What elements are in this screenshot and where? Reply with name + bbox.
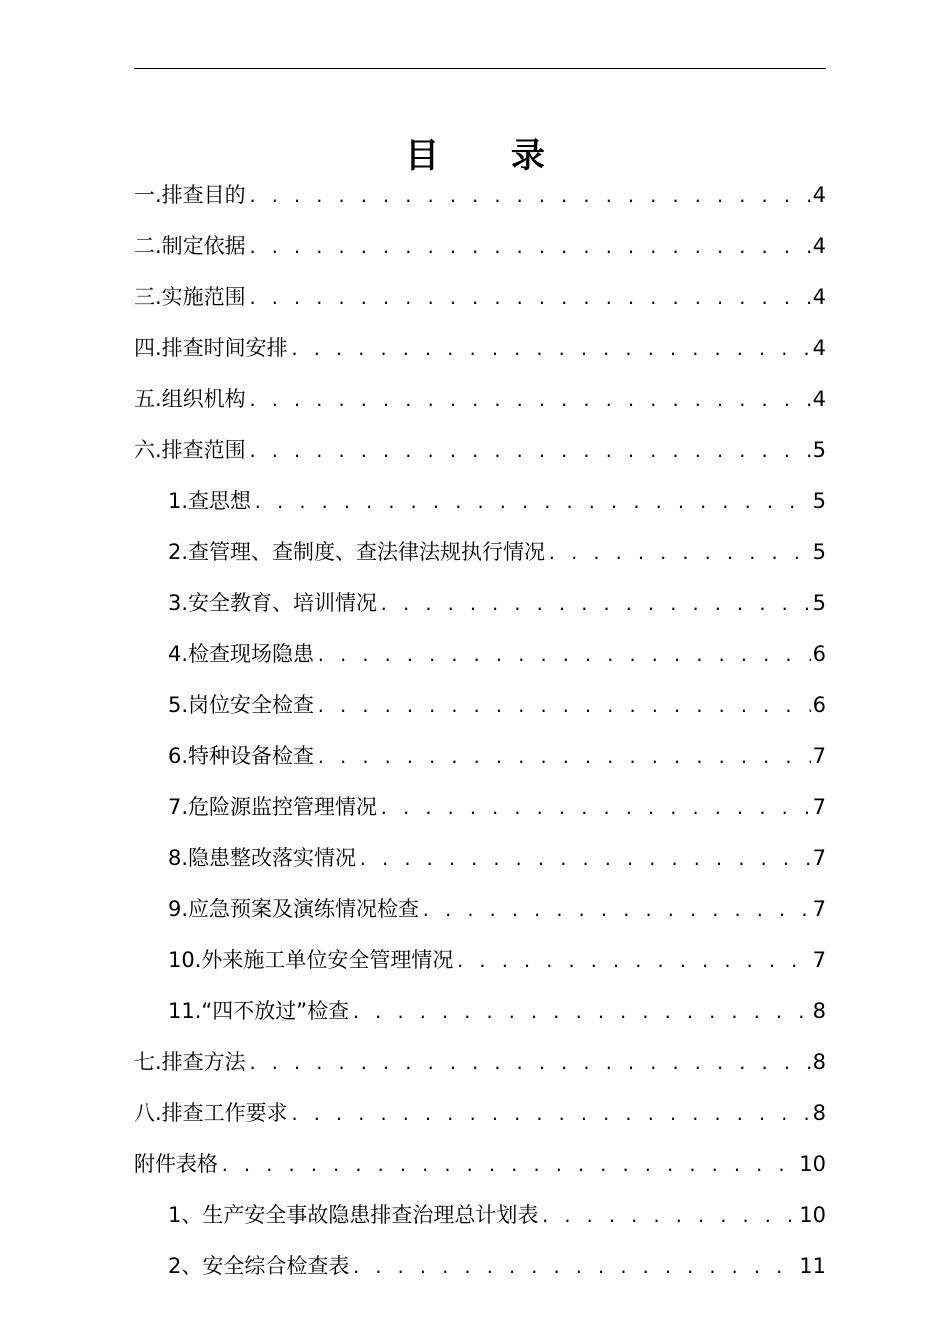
toc-leader-dots [540,1191,797,1242]
toc-entry[interactable] [168,476,826,527]
toc-entry[interactable] [134,170,826,221]
toc-entry[interactable] [134,374,826,425]
toc-page-number: 11 [799,1254,826,1278]
toc-page-number: 4 [812,285,826,309]
toc-page-number: 7 [812,846,826,870]
toc-page-number: 5 [812,591,826,615]
toc-page-number: 6 [812,642,826,666]
toc-entry-label: 3.安全教育、培训情况 [168,591,378,615]
toc-page-number: 10 [799,1152,826,1176]
toc-entry-label: 七.排查方法 [134,1050,246,1074]
toc-page-number: 5 [812,438,826,462]
toc-leader-dots [316,681,811,732]
toc-leader-dots [547,528,811,579]
toc-page-number: 7 [812,948,826,972]
toc-entry[interactable] [134,272,826,323]
toc-leader-dots [351,1242,797,1293]
toc-entry[interactable] [168,731,826,782]
toc-leader-dots [316,732,811,783]
toc-title: 目 录 [405,135,575,176]
toc-entry[interactable] [134,1139,826,1190]
toc-leader-dots [379,783,811,834]
toc-entry-label: 9.应急预案及演练情况检查 [168,897,420,921]
toc-entry[interactable] [168,680,826,731]
toc-page-number: 4 [812,387,826,411]
toc-page-number: 4 [812,336,826,360]
toc-entry-label: 8.隐患整改落实情况 [168,846,357,870]
toc-leader-dots [248,426,811,477]
toc-leader-dots [421,885,811,936]
toc-leader-dots [248,171,811,222]
toc-entry[interactable] [168,935,826,986]
toc-entry-label: 四.排查时间安排 [134,336,288,360]
toc-entry-label: 二.制定依据 [134,234,246,258]
toc-page-number: 4 [812,234,826,258]
toc-entry-label: 2、安全综合检查表 [168,1254,350,1278]
toc-page-number: 7 [812,744,826,768]
toc-entry[interactable] [134,1037,826,1088]
toc-entry-label: 附件表格 [134,1152,218,1176]
toc-leader-dots [220,1140,797,1191]
toc-entry-label: 五.组织机构 [134,387,246,411]
toc-entry-label: 7.危险源监控管理情况 [168,795,378,819]
toc-entry-label: 2.查管理、查制度、查法律法规执行情况 [168,540,546,564]
toc-entry[interactable] [168,833,826,884]
toc-entry[interactable] [134,221,826,272]
toc-leader-dots [455,936,810,987]
toc-leader-dots [290,1089,811,1140]
toc-entry-label: 1.查思想 [168,489,252,513]
toc-entry[interactable] [168,782,826,833]
toc-entry-label: 三.实施范围 [134,285,246,309]
toc-entry[interactable] [168,578,826,629]
toc-page-number: 8 [812,1050,826,1074]
toc-page-number: 7 [812,897,826,921]
toc-page-number: 4 [812,183,826,207]
toc-entry[interactable] [168,1190,826,1241]
toc-entry-label: 5.岗位安全检查 [168,693,315,717]
toc-leader-dots [248,273,811,324]
toc-page-number: 8 [812,1101,826,1125]
toc-entry-label: 6.特种设备检查 [168,744,315,768]
toc-leader-dots [290,324,811,375]
toc-page-number: 5 [812,489,826,513]
toc-entry[interactable] [168,1241,826,1292]
toc-entry[interactable] [168,527,826,578]
header-rule [134,68,826,69]
toc-leader-dots [248,375,811,426]
toc-entry-label: 10.外来施工单位安全管理情况 [168,948,454,972]
toc-entry-label: 六.排查范围 [134,438,246,462]
toc-entry[interactable] [134,323,826,374]
toc-leader-dots [253,477,811,528]
toc-leader-dots [316,630,811,681]
toc-leader-dots [358,834,811,885]
toc-page-number: 6 [812,693,826,717]
toc-leader-dots [248,1038,811,1089]
toc-entry-label: 八.排查工作要求 [134,1101,288,1125]
toc-entry[interactable] [134,425,826,476]
toc-entry-label: 11.“四不放过”检查 [168,999,350,1023]
toc-leader-dots [379,579,811,630]
toc-page-number: 7 [812,795,826,819]
toc-entry[interactable] [168,884,826,935]
toc-entry[interactable] [168,986,826,1037]
toc-page-number: 10 [799,1203,826,1227]
toc-entry-label: 一.排查目的 [134,183,246,207]
toc-entry-label: 4.检查现场隐患 [168,642,315,666]
toc-entry[interactable] [134,1088,826,1139]
toc-page-number: 5 [812,540,826,564]
toc-leader-dots [248,222,811,273]
toc-entry[interactable] [168,629,826,680]
toc-page-number: 8 [812,999,826,1023]
toc-entry-label: 1、生产安全事故隐患排查治理总计划表 [168,1203,539,1227]
toc-leader-dots [351,987,810,1038]
